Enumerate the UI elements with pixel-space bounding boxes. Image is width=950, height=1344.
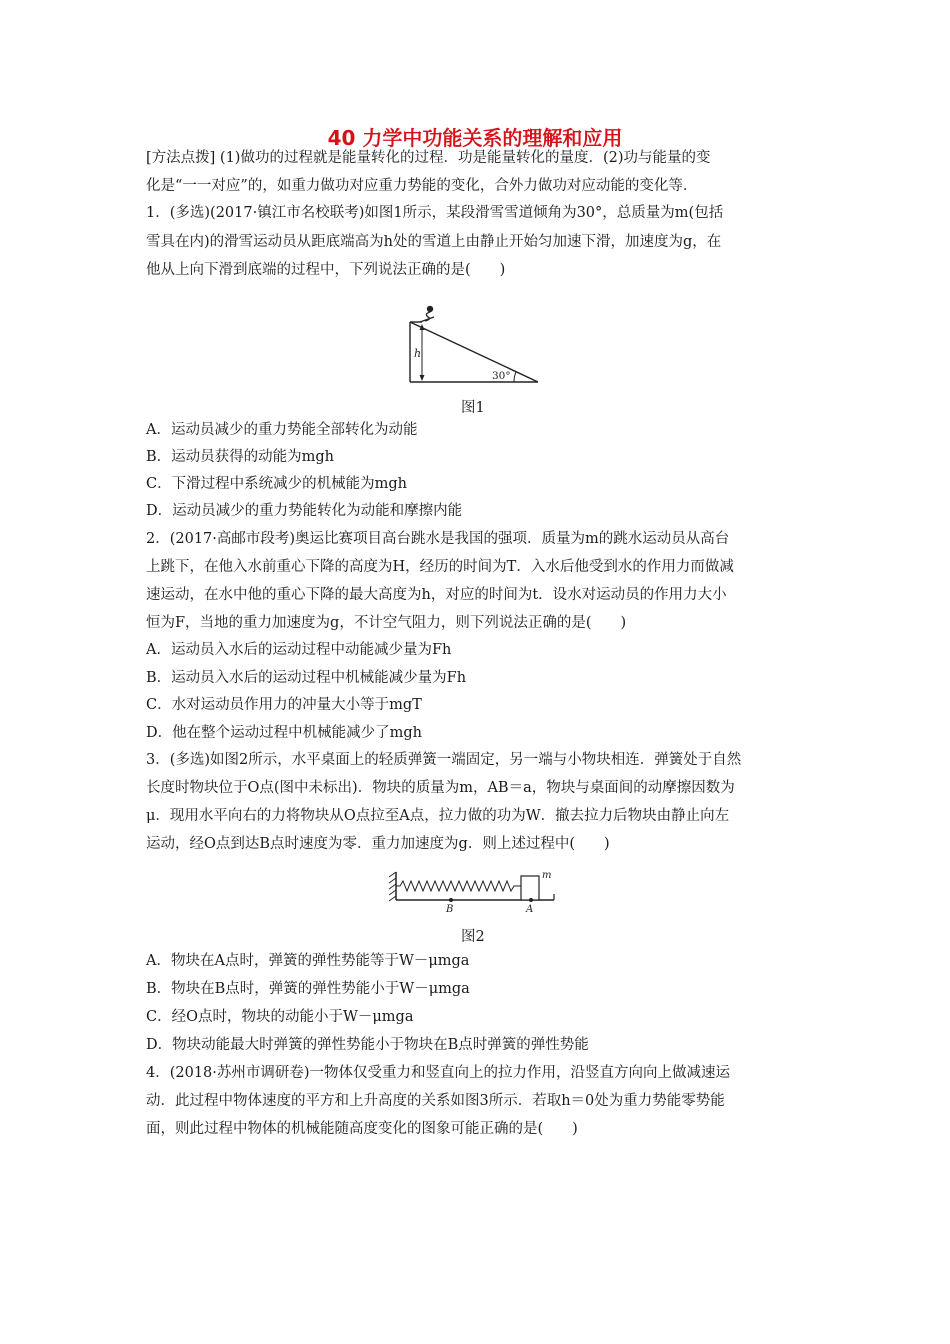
q1-line-1: 1．(多选)(2017·镇江市名校联考)如图1所示，某段滑雪雪道倾角为30°，总质量为m(包括 xyxy=(146,205,724,221)
q1-option-a: A．运动员减少的重力势能全部转化为动能 xyxy=(146,422,418,438)
q3-line-1: 3．(多选)如图2所示，水平桌面上的轻质弹簧一端固定，另一端与小物块相连．弹簧处于自然 xyxy=(146,752,742,768)
q3-option-d: D．物块动能最大时弹簧的弹性势能小于物块在B点时弹簧的弹性势能 xyxy=(146,1037,589,1053)
height-label: h xyxy=(414,347,422,360)
method-line-1: [方法点拨] (1)做功的过程就是能量转化的过程．功是能量转化的量度．(2)功与能量的变 xyxy=(146,150,711,166)
q2-line-3: 速运动，在水中他的重心下降的最大高度为h，对应的时间为t．设水对运动员的作用力大小 xyxy=(146,587,727,603)
point-b-label: B xyxy=(446,904,454,914)
q3-option-a: A．物块在A点时，弹簧的弹性势能等于W－μmga xyxy=(146,953,470,969)
q4-line-1: 4．(2018·苏州市调研卷)一物体仅受重力和竖直向上的拉力作用，沿竖直方向向上做减速运 xyxy=(146,1065,731,1081)
skier-icon xyxy=(427,306,433,312)
q2-line-4: 恒为F，当地的重力加速度为g，不计空气阻力，则下列说法正确的是( ) xyxy=(146,615,627,631)
q3-option-c: C．经O点时，物块的动能小于W－μmga xyxy=(146,1009,414,1025)
mass-label: m xyxy=(542,870,552,881)
q2-line-2: 上跳下，在他入水前重心下降的高度为H，经历的时间为T．入水后他受到水的作用力而做减 xyxy=(146,559,734,575)
figure-2-caption: 图2 xyxy=(461,929,485,945)
q2-option-a: A．运动员入水后的运动过程中动能减少量为Fh xyxy=(146,642,452,658)
block-icon xyxy=(521,876,539,900)
q2-option-d: D．他在整个运动过程中机械能减少了mgh xyxy=(146,725,422,741)
q3-option-b: B．物块在B点时，弹簧的弹性势能小于W－μmga xyxy=(146,981,470,997)
figure-2-spring xyxy=(388,866,563,914)
q1-option-d: D．运动员减少的重力势能转化为动能和摩擦内能 xyxy=(146,503,463,519)
q1-line-2: 雪具在内)的滑雪运动员从距底端高为h处的雪道上由静止开始匀加速下滑，加速度为g，在 xyxy=(146,234,722,250)
angle-label: 30° xyxy=(492,370,511,382)
figure-1-slope xyxy=(400,300,550,390)
method-line-2: 化是“一一对应”的，如重力做功对应重力势能的变化，合外力做功对应动能的变化等． xyxy=(146,178,698,194)
spring-icon xyxy=(396,881,521,891)
q4-line-2: 动．此过程中物体速度的平方和上升高度的关系如图3所示．若取h＝0处为重力势能零势能 xyxy=(146,1093,725,1109)
page-title: 40 力学中功能关系的理解和应用 xyxy=(327,126,623,150)
q4-line-3: 面，则此过程中物体的机械能随高度变化的图象可能正确的是( ) xyxy=(146,1121,578,1137)
q3-line-2: 长度时物块位于O点(图中未标出)．物块的质量为m，AB＝a，物块与桌面间的动摩擦因数为 xyxy=(146,780,735,796)
q2-option-b: B．运动员入水后的运动过程中机械能减少量为Fh xyxy=(146,670,467,686)
point-a-label: A xyxy=(526,904,534,914)
q1-line-3: 他从上向下滑到底端的过程中，下列说法正确的是( ) xyxy=(146,262,506,278)
q3-line-4: 运动，经O点到达B点时速度为零．重力加速度为g．则上述过程中( ) xyxy=(146,836,610,852)
q2-option-c: C．水对运动员作用力的冲量大小等于mgT xyxy=(146,697,422,713)
q1-option-b: B．运动员获得的动能为mgh xyxy=(146,449,335,465)
figure-1-caption: 图1 xyxy=(461,400,485,416)
q2-line-1: 2．(2017·高邮市段考)奥运比赛项目高台跳水是我国的强项．质量为m的跳水运动员从高台 xyxy=(146,531,730,547)
q3-line-3: μ．现用水平向右的力将物块从O点拉至A点，拉力做的功为W．撤去拉力后物块由静止向左 xyxy=(146,808,730,824)
q1-option-c: C．下滑过程中系统减少的机械能为mgh xyxy=(146,476,407,492)
